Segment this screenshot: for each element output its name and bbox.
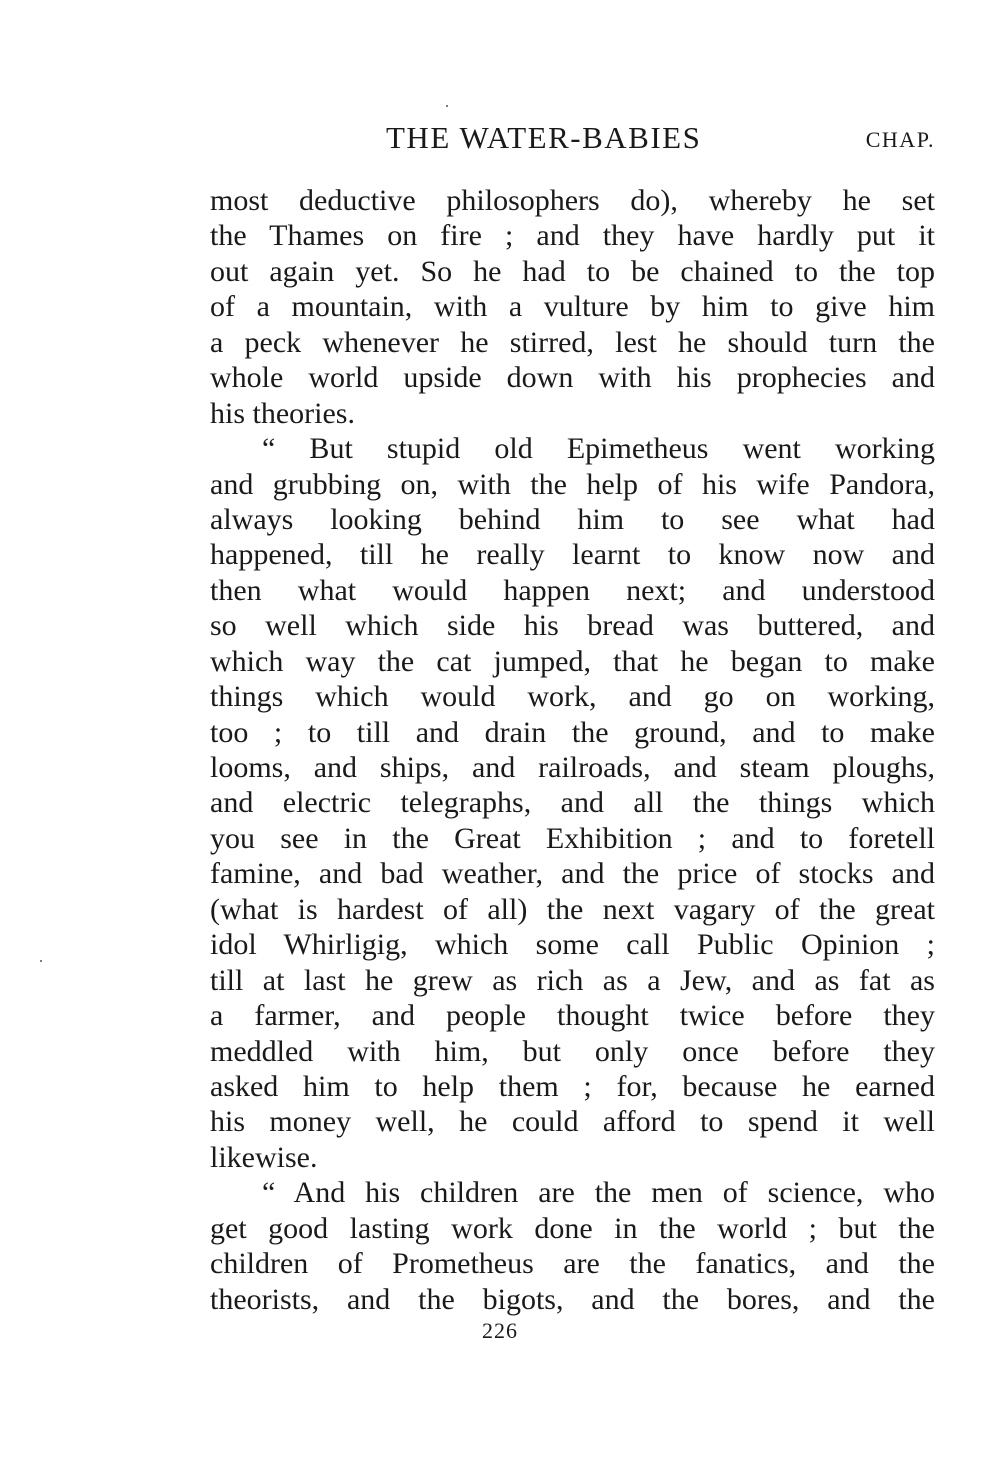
- text-line: of a mountain, with a vulture by him to give him: [210, 290, 935, 324]
- chapter-label: CHAP.: [865, 127, 935, 152]
- paragraph-end-line: likewise.: [210, 1140, 318, 1174]
- text-line: asked him to help them ; for, because he earned: [210, 1069, 935, 1103]
- text-line: and grubbing on, with the help of his wife Pandora,: [210, 467, 935, 501]
- paragraph-start-line: “ But stupid old Epimetheus went working: [262, 432, 935, 466]
- paragraph-end-line: his theories.: [210, 396, 355, 430]
- text-line: happened, till he really learnt to know now and: [210, 538, 935, 572]
- text-line: a peck whenever he stirred, lest he should turn the: [210, 325, 935, 359]
- ink-speck: [40, 960, 42, 962]
- text-line: a farmer, and people thought twice before they: [210, 999, 935, 1033]
- paragraph-start-line: “ And his children are the men of science, who: [262, 1176, 935, 1210]
- text-line: things which would work, and go on working,: [210, 680, 935, 714]
- text-line: most deductive philosophers do), whereby he set: [210, 184, 935, 217]
- text-line: out again yet. So he had to be chained to the top: [210, 254, 935, 288]
- text-line: till at last he grew as rich as a Jew, and as fat as: [210, 963, 935, 997]
- text-line: too ; to till and drain the ground, and to make: [210, 715, 935, 749]
- text-line: which way the cat jumped, that he began to make: [210, 644, 935, 678]
- text-line: his money well, he could afford to spend it well: [210, 1105, 935, 1139]
- text-block: [210, 183, 935, 1317]
- text-line: meddled with him, but only once before they: [210, 1034, 935, 1068]
- text-line: and electric telegraphs, and all the things which: [210, 786, 935, 820]
- page-number: 226: [482, 1318, 518, 1343]
- text-line: idol Whirligig, which some call Public Opinion ;: [210, 928, 935, 962]
- book-title: THE WATER-BABIES: [386, 120, 702, 155]
- text-line: famine, and bad weather, and the price of stocks and: [210, 857, 935, 891]
- text-line: looms, and ships, and railroads, and steam ploughs,: [210, 751, 935, 784]
- text-line: (what is hardest of all) the next vagary of the great: [210, 892, 935, 926]
- text-line: whole world upside down with his prophecies and: [210, 361, 935, 395]
- text-line: get good lasting work done in the world ; but the: [210, 1211, 935, 1245]
- text-line: so well which side his bread was buttered, and: [210, 609, 935, 643]
- text-line: always looking behind him to see what had: [210, 502, 935, 536]
- text-line: the Thames on fire ; and they have hardly put it: [210, 219, 935, 253]
- text-line: children of Prometheus are the fanatics, and the: [210, 1247, 935, 1281]
- text-line: theorists, and the bigots, and the bores, and the: [210, 1282, 935, 1316]
- running-head: [210, 120, 935, 160]
- text-line: you see in the Great Exhibition ; and to foretell: [210, 821, 935, 855]
- ink-speck: [446, 105, 448, 107]
- text-line: then what would happen next; and understood: [210, 573, 935, 607]
